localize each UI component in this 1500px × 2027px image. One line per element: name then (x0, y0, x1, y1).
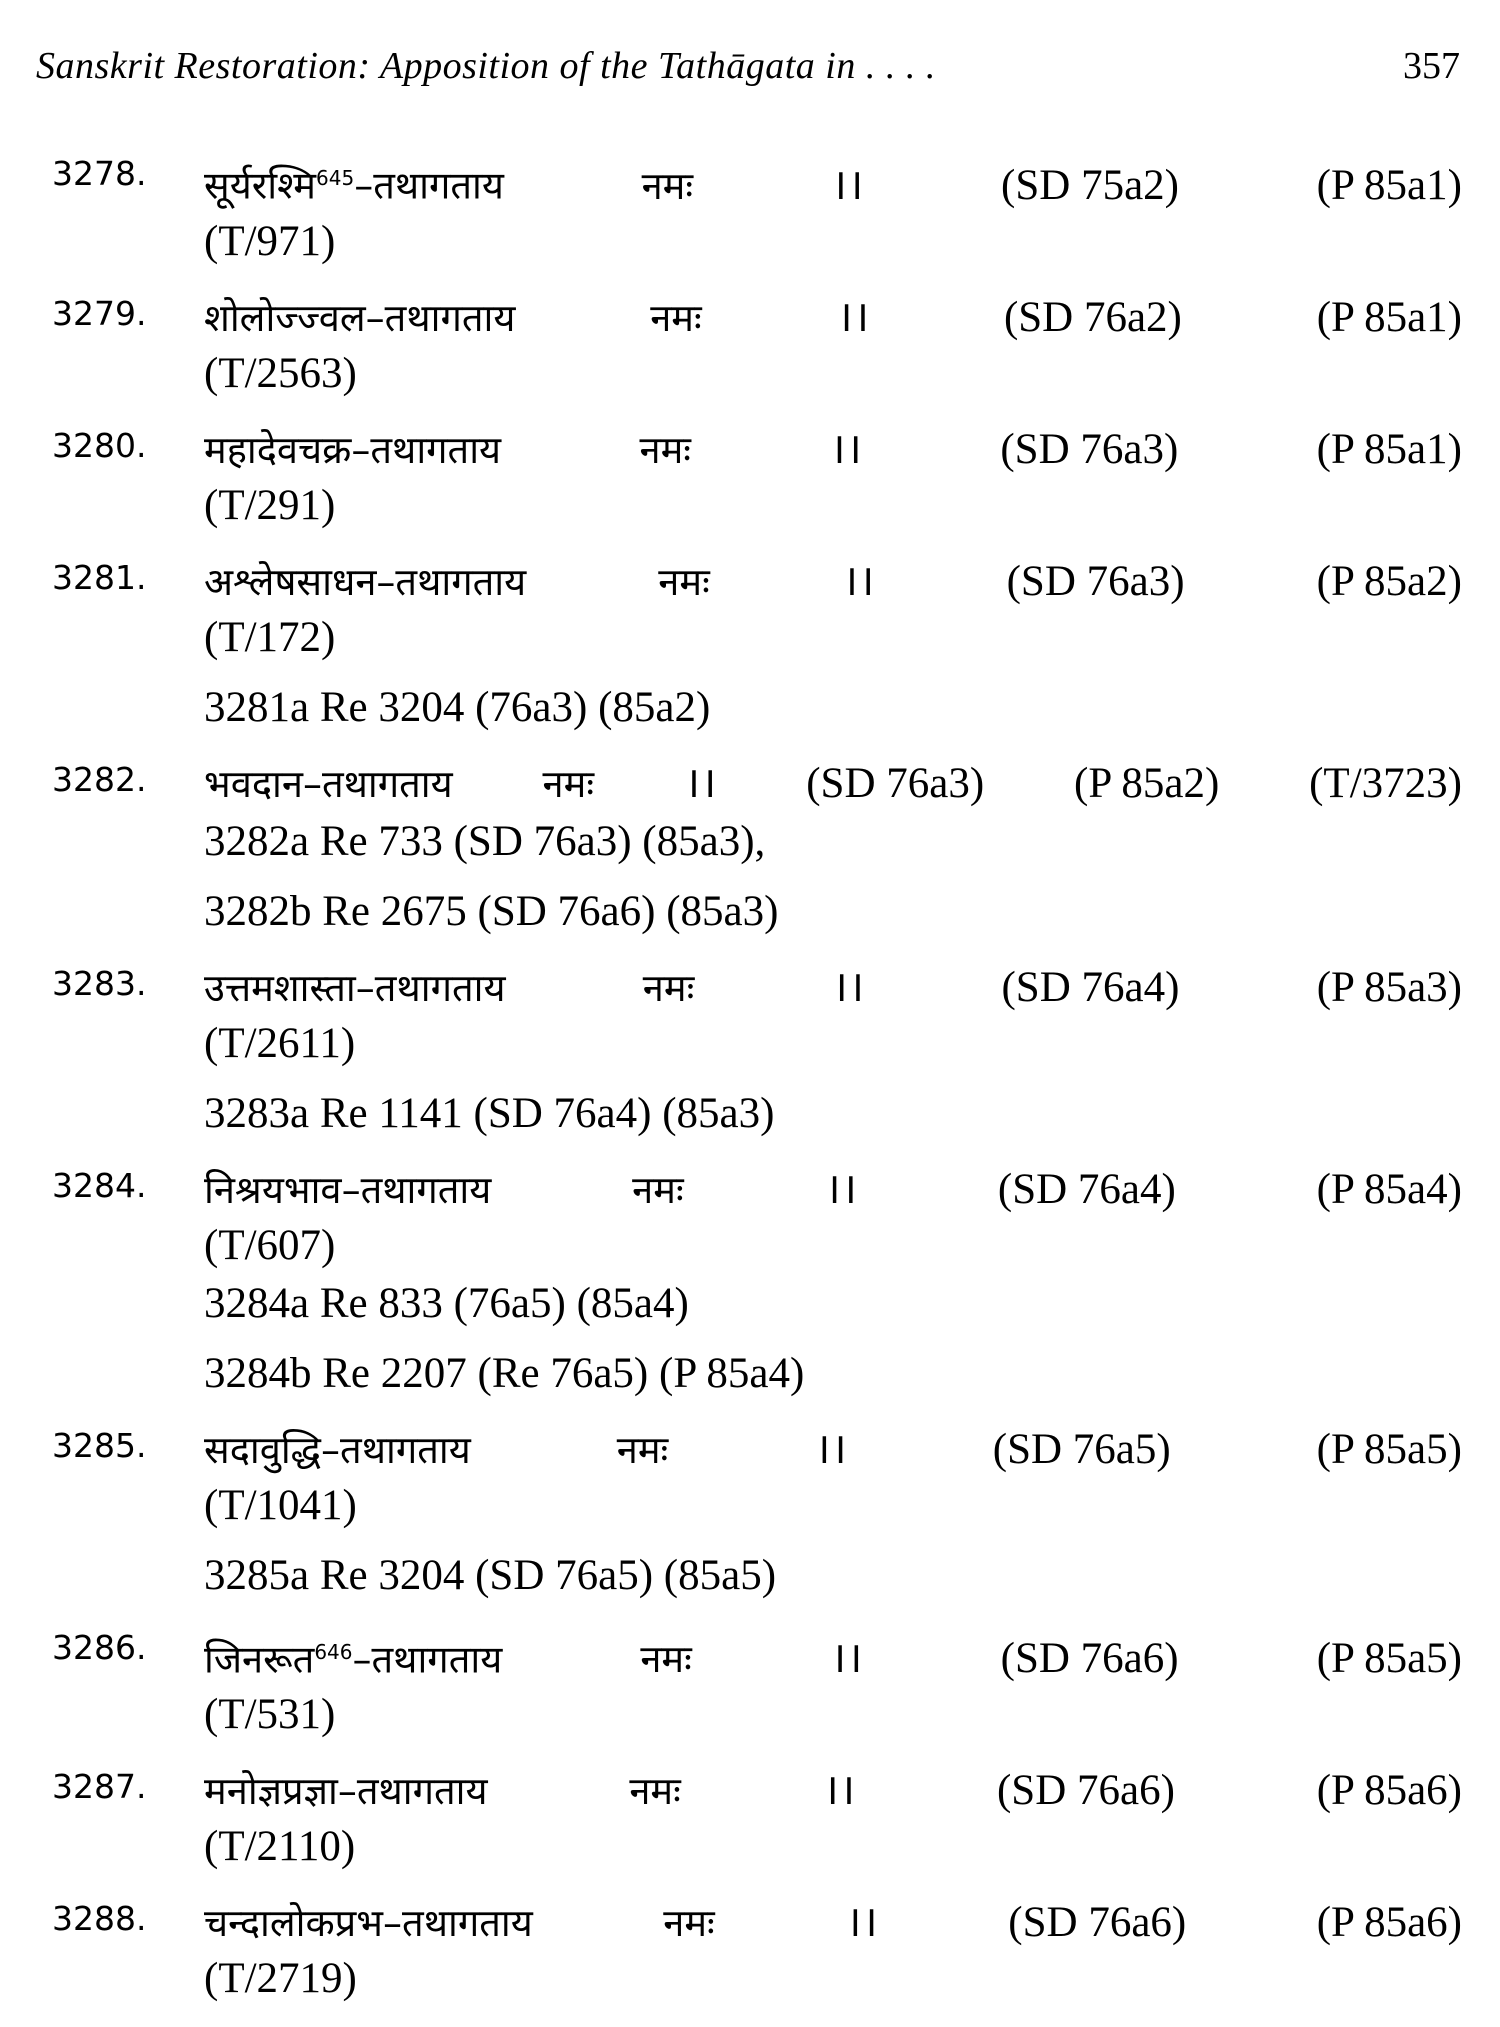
t-reference: (T/607) (204, 1221, 336, 1269)
entry-3284 (0, 1162, 1500, 1402)
sd-reference: (SD 76a4) (997, 1165, 1176, 1213)
sanskrit-name: सूर्यरश्मि$^{645}$–तथागताय (204, 163, 504, 208)
p-reference: (P 85a2) (1074, 759, 1220, 807)
entry-number: 3283. (52, 963, 147, 1003)
t-reference: (T/291) (204, 481, 336, 529)
namah-word: नमः (639, 427, 691, 472)
entry-list (0, 150, 1500, 2027)
running-head (36, 44, 1460, 88)
sd-reference: (SD 76a3) (806, 759, 985, 807)
sd-reference: (SD 76a2) (1003, 293, 1182, 341)
entry-number: 3282. (52, 759, 147, 799)
t-reference: (T/172) (204, 613, 336, 661)
double-danda: ।। (845, 1899, 878, 1947)
entry-number: 3280. (52, 425, 147, 465)
namah-word: नमः (632, 1167, 684, 1212)
namah-word: नमः (640, 1637, 692, 1682)
double-danda: ।। (814, 1425, 847, 1473)
sub-entry: 3284a Re 833 (76a5) (85a4) (204, 1279, 689, 1327)
t-reference: (T/2110) (204, 1823, 356, 1871)
p-reference: (P 85a6) (1316, 1899, 1462, 1947)
p-reference: (P 85a5) (1316, 1425, 1462, 1473)
namah-word: नमः (629, 1769, 681, 1814)
running-title: Sanskrit Restoration: Apposition of the Tathāgata in . . . . (36, 45, 936, 87)
double-danda: ।। (824, 1165, 858, 1213)
entry-3280 (0, 422, 1500, 534)
sub-entry: 3281a Re 3204 (76a3) (85a2) (204, 683, 711, 731)
sd-reference: (SD 76a4) (1001, 963, 1180, 1011)
footnote-marker: 645 (316, 166, 355, 190)
sanskrit-name: शोलोज्ज्वल–तथागताय (204, 295, 516, 340)
sd-reference: (SD 76a6) (996, 1767, 1175, 1815)
sub-entry: 3282a Re 733 (SD 76a3) (85a3), (204, 817, 766, 865)
double-danda: ।। (836, 293, 870, 341)
t-reference: (T/1041) (204, 1481, 357, 1529)
double-danda: ।। (831, 963, 865, 1011)
entry-3282 (0, 756, 1500, 940)
namah-word: नमः (616, 1427, 669, 1472)
t-reference: (T/971) (204, 217, 336, 265)
double-danda: ।। (683, 759, 717, 807)
entry-number: 3281. (52, 557, 147, 597)
p-reference: (P 85a1) (1316, 293, 1462, 341)
entry-3278 (0, 150, 1500, 270)
sub-entry: 3282b Re 2675 (SD 76a6) (85a3) (204, 887, 779, 935)
page-number: 357 (1403, 45, 1460, 87)
sd-reference: (SD 76a5) (992, 1425, 1171, 1473)
p-reference: (P 85a3) (1316, 963, 1462, 1011)
sanskrit-name: महादेवचक्र–तथागताय (204, 427, 502, 472)
entry-number: 3285. (52, 1425, 147, 1465)
sanskrit-name: भवदान–तथागताय (204, 761, 453, 806)
p-reference: (P 85a2) (1316, 557, 1462, 605)
entry-3279 (0, 290, 1500, 402)
namah-word: नमः (542, 761, 594, 806)
sanskrit-name: अश्लेषसाधन–तथागताय (204, 559, 527, 604)
sd-reference: (SD 76a6) (1000, 1635, 1179, 1683)
double-danda: ।। (822, 1767, 856, 1815)
entry-number: 3288. (52, 1899, 147, 1939)
namah-word: नमः (642, 965, 695, 1010)
sanskrit-name: निश्रयभाव–तथागताय (204, 1167, 492, 1212)
sanskrit-name: मनोज्ञप्रज्ञा–तथागताय (204, 1769, 488, 1814)
sd-reference: (SD 75a2) (1001, 161, 1179, 209)
namah-word: नमः (663, 1901, 715, 1946)
entry-number: 3286. (52, 1627, 147, 1667)
footnote-marker: 646 (314, 1639, 353, 1664)
p-reference: (P 85a4) (1316, 1165, 1462, 1213)
entry-number: 3279. (52, 293, 147, 333)
sd-reference: (SD 76a3) (1006, 557, 1185, 605)
namah-word: नमः (650, 295, 702, 340)
entry-3281 (0, 554, 1500, 736)
entry-3287 (0, 1763, 1500, 1875)
sub-entry: 3284b Re 2207 (Re 76a5) (P 85a4) (204, 1349, 805, 1397)
p-reference: (P 85a1) (1316, 425, 1462, 473)
entry-number: 3278. (52, 154, 147, 193)
double-danda: ।। (829, 1635, 863, 1683)
double-danda: ।। (841, 557, 875, 605)
sanskrit-name: उत्तमशास्ता–तथागताय (204, 965, 506, 1010)
p-reference: (P 85a6) (1316, 1767, 1462, 1815)
p-reference: (P 85a1) (1316, 161, 1462, 209)
entry-3286 (0, 1624, 1500, 1744)
entry-number: 3284. (52, 1165, 147, 1205)
sd-reference: (SD 76a6) (1008, 1899, 1187, 1947)
t-reference: (T/2611) (204, 1019, 356, 1067)
double-danda: ।। (829, 425, 862, 473)
sub-entry: 3283a Re 1141 (SD 76a4) (85a3) (204, 1089, 775, 1137)
sanskrit-name: जिनरूत$^{646}$–तथागताय (204, 1637, 503, 1682)
namah-word: नमः (658, 559, 710, 604)
sd-reference: (SD 76a3) (1000, 425, 1179, 473)
entry-number: 3287. (52, 1767, 147, 1807)
t-reference: (T/531) (204, 1691, 336, 1739)
entry-3283 (0, 960, 1500, 1142)
sanskrit-name: सदावुद्धि–तथागताय (204, 1427, 471, 1472)
sanskrit-name: चन्दालोकप्रभ–तथागताय (204, 1901, 533, 1946)
entry-3288 (0, 1895, 1500, 2007)
t-reference: (T/2563) (204, 349, 357, 397)
namah-word: नमः (641, 163, 694, 208)
p-reference: (P 85a5) (1316, 1635, 1462, 1683)
sub-entry: 3285a Re 3204 (SD 76a5) (85a5) (204, 1551, 777, 1599)
entry-3285 (0, 1422, 1500, 1604)
t-reference: (T/2719) (204, 1955, 357, 2003)
double-danda: ।। (830, 161, 864, 209)
t-reference: (T/3723) (1309, 759, 1462, 807)
